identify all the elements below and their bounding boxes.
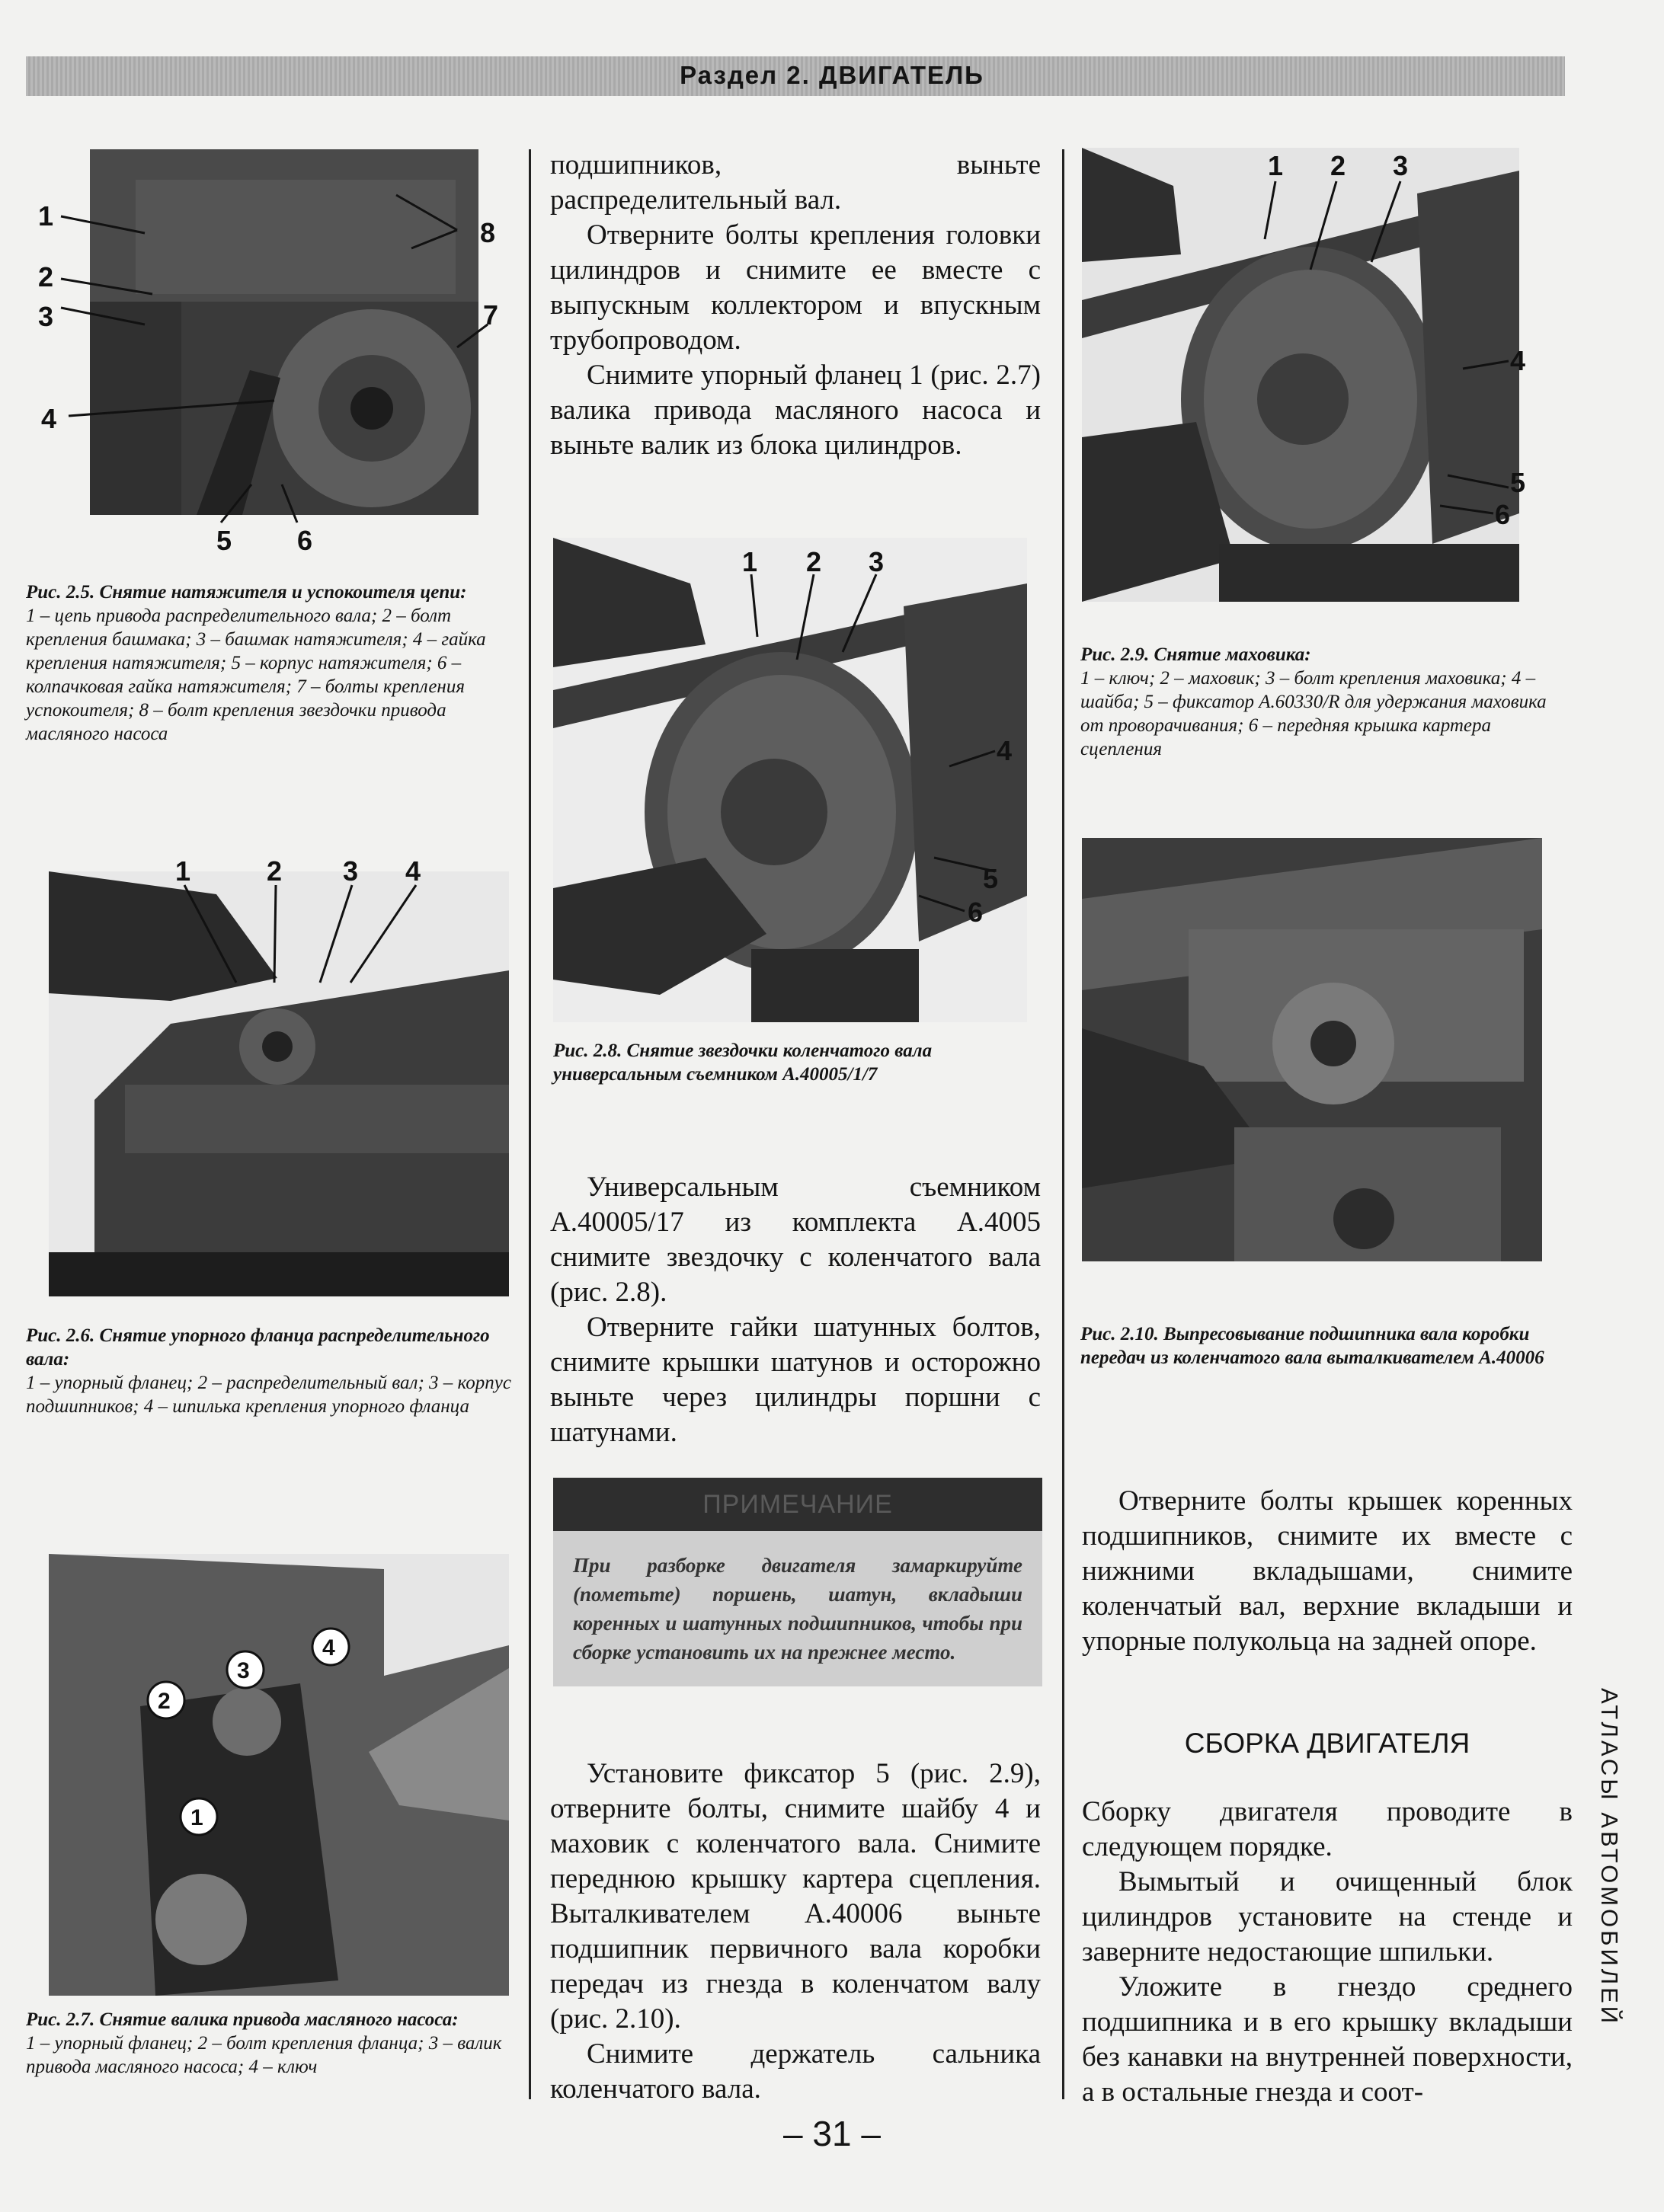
fig28-label-2: 2 (806, 546, 822, 577)
col2-paragraph-3: Снимите упорный фланец 1 (рис. 2.7) валика привода масляного насоса и выньте валик из блока цилиндров. (550, 360, 1041, 461)
fig26-label-3: 3 (343, 855, 359, 887)
fig25-label-7: 7 (483, 299, 499, 331)
column-2-text-top (550, 148, 1041, 463)
figure-2-8-callouts (553, 538, 1071, 1022)
figure-2-5-caption (26, 580, 514, 746)
col3-paragraph-3: Вымытый и очищенный блок цилиндров установите на стенде и заверните недостающие шпильки. (1082, 1866, 1573, 1967)
fig28-label-6: 6 (968, 897, 984, 928)
fig26-label-1: 1 (175, 855, 191, 887)
fig25-label-4: 4 (41, 403, 57, 434)
fig27-label-1: 1 (190, 1805, 203, 1830)
fig25-label-2: 2 (38, 261, 54, 292)
fig27-label-4: 4 (322, 1635, 335, 1661)
col2-paragraph-7: Снимите держатель сальника коленчатого вала. (550, 2038, 1041, 2105)
figure-2-9-caption-text: 1 – ключ; 2 – маховик; 3 – болт крепления маховика; 4 – шайба; 5 – фиксатор А.60330/R для удержания маховика от проворачивания; 6 – передняя крышка картера сцепления (1080, 668, 1547, 759)
fig29-label-4: 4 (1510, 345, 1526, 376)
col2-paragraph-6: Установите фиксатор 5 (рис. 2.9), отверните болты, снимите шайбу 4 и маховик с коленчатого вала. Снимите переднюю крышку картера сцепления. Выталкивателем А.40006 выньте подшипник первичного вала коробки передач из гнезда в коленчатом валу (рис. 2.10). (550, 1758, 1041, 2035)
figure-2-9-callouts (1082, 148, 1554, 602)
column-divider-left (529, 149, 531, 2099)
figure-2-10-caption (1080, 1322, 1576, 1370)
column-2-text-middle (550, 1170, 1041, 1450)
side-series-title: АТЛАСЫ АВТОМОБИЛЕЙ (1596, 1688, 1623, 2027)
col2-paragraph-4: Универсальным съемником А.40005/17 из комплекта А.4005 снимите звездочку с коленчатого вала (рис. 2.8). (550, 1172, 1041, 1308)
figure-2-5-caption-text: 1 – цепь привода распределительного вала; 2 – болт крепления башмака; 3 – башмак натяжителя; 4 – гайка крепления натяжителя; 5 – корпус натяжителя; 6 – колпачковая гайка натяжителя; 7 – болты крепления успокоителя; 8 – болт крепления звездочки привода масляного насоса (26, 606, 486, 744)
column-3-text-bottom (1082, 1795, 1573, 2110)
fig25-label-8: 8 (480, 217, 496, 248)
figure-2-7-caption-text: 1 – упорный фланец; 2 – болт крепления фланца; 3 – валик привода масляного насоса; 4 – ключ (26, 2033, 502, 2077)
col3-paragraph-1: Отверните болты крышек коренных подшипников, снимите их вместе с нижними вкладышами, снимите коленчатый вал, верхние вкладыши и упорные полукольца на задней опоре. (1082, 1485, 1573, 1657)
fig25-label-1: 1 (38, 200, 54, 232)
fig29-label-3: 3 (1393, 150, 1409, 181)
fig26-label-4: 4 (405, 855, 421, 887)
figure-2-5-caption-title: Рис. 2.5. Снятие натяжителя и успокоителя цепи: (26, 582, 467, 603)
col3-paragraph-2: Сборку двигателя проводите в следующем порядке. (1082, 1796, 1573, 1862)
figure-2-7-callouts (49, 1554, 509, 1996)
fig29-label-6: 6 (1495, 499, 1511, 530)
figure-2-6-caption-text: 1 – упорный фланец; 2 – распределительный вал; 3 – корпус подшипников; 4 – шпилька крепления упорного фланца (26, 1373, 511, 1417)
fig25-label-5: 5 (216, 525, 232, 556)
figure-2-9-caption-title: Рис. 2.9. Снятие маховика: (1080, 644, 1311, 665)
col2-paragraph-2: Отверните болты крепления головки цилиндров и снимите ее вместе с выпускным коллектором и впускным трубопроводом. (550, 219, 1041, 356)
fig26-label-2: 2 (267, 855, 283, 887)
fig29-label-5: 5 (1510, 467, 1526, 498)
fig28-label-3: 3 (869, 546, 885, 577)
figure-2-8-caption (553, 1039, 1041, 1086)
col3-paragraph-4: Уложите в гнездо среднего подшипника и в его крышку вкладыши без канавки на внутренней поверхности, а в остальные гнезда и соот- (1082, 1971, 1573, 2108)
figure-2-5-callouts (30, 149, 518, 561)
fig28-label-1: 1 (742, 546, 758, 577)
figure-2-8-caption-title: Рис. 2.8. Снятие звездочки коленчатого вала универсальным съемником А.40005/1/7 (553, 1040, 933, 1085)
figure-2-10-photo (1082, 838, 1542, 1261)
figure-2-7-caption (26, 2008, 514, 2079)
column-2-text-bottom (550, 1756, 1041, 2107)
figure-2-7-caption-title: Рис. 2.7. Снятие валика привода масляного насоса: (26, 2009, 459, 2030)
column-3-text-top (1082, 1484, 1573, 1659)
fig28-label-4: 4 (997, 735, 1013, 766)
fig29-label-1: 1 (1268, 150, 1284, 181)
fig27-label-2: 2 (158, 1689, 171, 1714)
fig27-label-3: 3 (237, 1658, 250, 1683)
note-box (553, 1478, 1042, 1686)
page-number: – 31 – (783, 2114, 881, 2153)
figure-2-6-caption (26, 1324, 514, 1418)
section-title-assembly: СБОРКА ДВИГАТЕЛЯ (1184, 1728, 1470, 1759)
note-text: При разборке двигателя замаркируйте (пометьте) поршень, шатун, вкладыши коренных и шатунных подшипников, чтобы при сборке установить их на прежнее место. (553, 1531, 1042, 1686)
fig29-label-2: 2 (1330, 150, 1346, 181)
figure-2-9-caption (1080, 643, 1568, 761)
col2-paragraph-1: подшипников, выньте распределительный вал. (550, 149, 1041, 216)
figure-2-10-caption-title: Рис. 2.10. Выпресовывание подшипника вала коробки передач из коленчатого вала выталкивателем А.40006 (1080, 1324, 1544, 1368)
fig28-label-5: 5 (983, 863, 999, 894)
fig25-label-3: 3 (38, 301, 54, 332)
column-divider-right (1062, 149, 1064, 2099)
note-heading: ПРИМЕЧАНИЕ (553, 1478, 1042, 1531)
figure-2-6-caption-title: Рис. 2.6. Снятие упорного фланца распределительного вала: (26, 1325, 490, 1370)
section-header: Раздел 2. ДВИГАТЕЛЬ (680, 61, 984, 89)
fig25-label-6: 6 (297, 525, 313, 556)
col2-paragraph-5: Отверните гайки шатунных болтов, снимите крышки шатунов и осторожно выньте через цилиндры поршни с шатунами. (550, 1312, 1041, 1448)
figure-2-6-callouts (152, 853, 457, 1005)
